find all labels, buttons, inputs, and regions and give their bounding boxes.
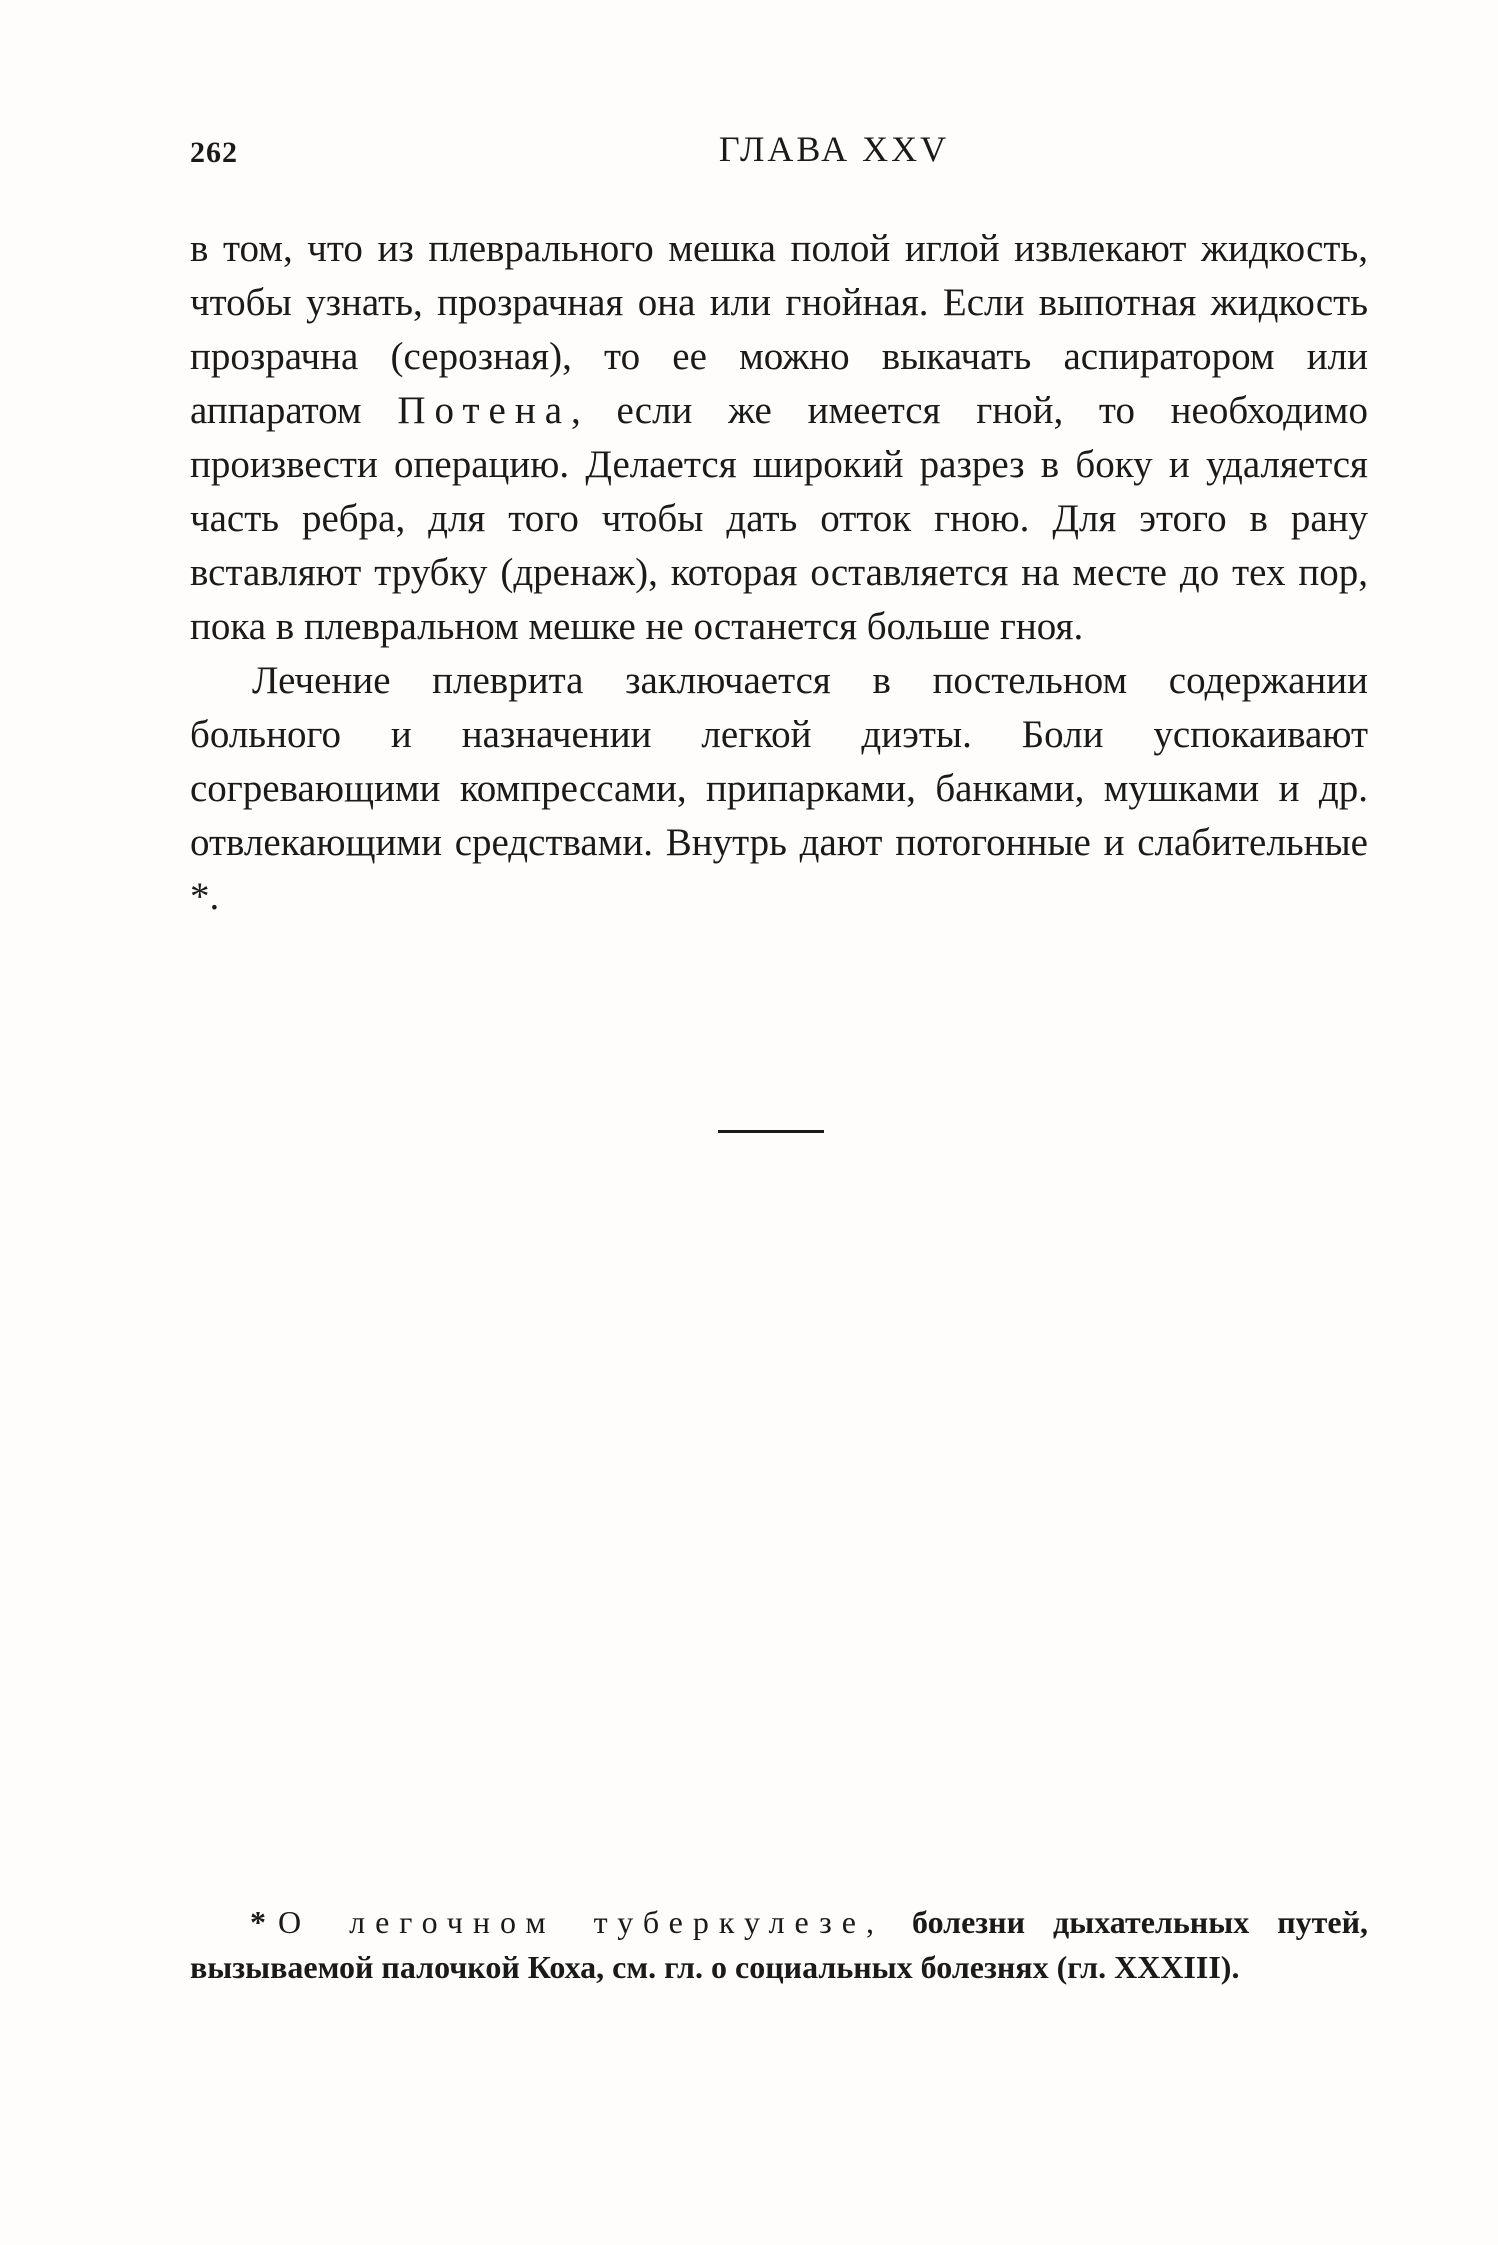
footnote <box>190 1900 1368 1990</box>
paragraph-2-text: Лечение плеврита заключается в постельном содержании больного и назначении легкой диэты. Боли успокаивают согревающими компрессами, припарками, банками, мушками и др. отвлекающими средствами. Внутрь дают потогонные и слабительные <box>190 659 1368 864</box>
page-header <box>190 128 1368 178</box>
footnote-text: болезни дыхательных путей, вызываемой палочкой Коха, см. гл. о социальных болезнях (гл. XXXIII). <box>190 1904 1368 1985</box>
paragraph-1 <box>190 222 1368 654</box>
footnote-spaced-term: О легочном туберкулезе, <box>278 1904 884 1940</box>
page-number: 262 <box>190 136 238 169</box>
spaced-name-poten: Потена <box>397 389 572 432</box>
paragraph-2 <box>190 654 1368 924</box>
paragraph-1-text-a: в том, что из плеврального мешка полой иглой извлекают жидкость, чтобы узнать, прозрачная она или гнойная. Если выпотная жидкость прозрачна (серозная), то ее можно выкачать аспиратором или аппаратом <box>190 227 1368 432</box>
footnote-reference: *. <box>190 875 220 918</box>
chapter-title: ГЛАВА XXV <box>718 129 950 169</box>
paragraph-1-text-b: , если же имеется гной, то необходимо произвести операцию. Делается широкий разрез в боку и удаляется часть ребра, для того чтобы дать отток гною. Для этого в рану вставляют трубку (дренаж), которая оставляется на месте до тех пор, пока в плевральном мешке не останется больше гноя. <box>190 389 1368 648</box>
section-divider <box>718 1130 824 1133</box>
main-text <box>190 222 1368 924</box>
footnote-mark: * <box>250 1904 266 1940</box>
